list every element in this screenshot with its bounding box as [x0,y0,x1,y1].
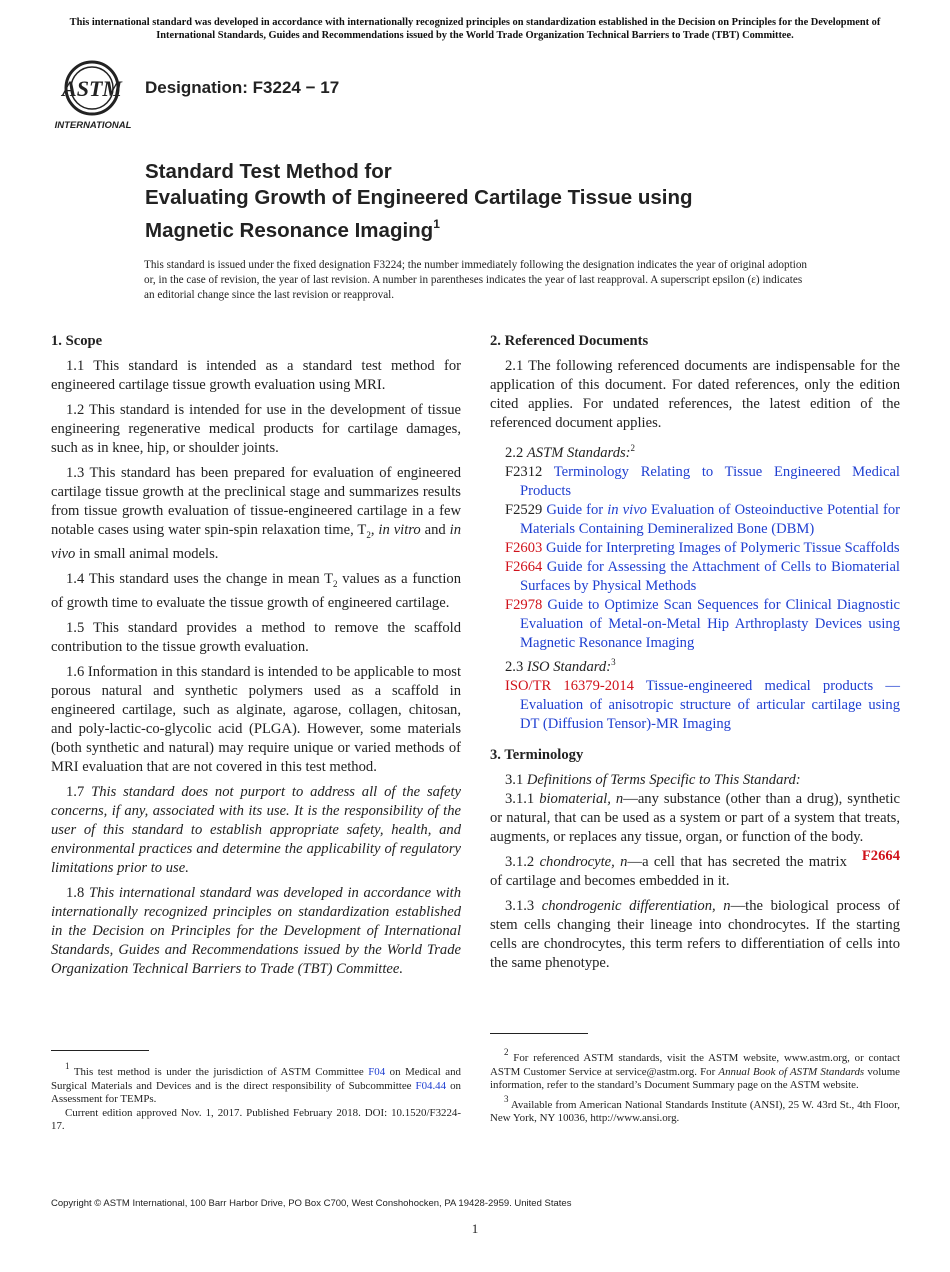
scope-1-7: 1.7 This standard does not purport to address all of the safety concerns, if any, associated with its use. It is the responsibility of the user of this standard to establish appropriate safety, health, and environmental practices and determine the applicability of regulatory limitations prior to use. [51,783,461,876]
iso-ref-item[interactable] [490,677,900,734]
left-footnotes [51,1050,461,1134]
logo-text: ASTM [62,76,122,101]
scope-1-5: 1.5 This standard provides a method to remove the scaffold contribution to the tissue growth evaluation. [51,619,461,655]
ref-code: F2664 [505,559,543,575]
footnote-rule [51,1050,149,1051]
footnote-1: $^1$ This test method is under the jurisdiction of ASTM Committee F04 on Medical and Surgical Materials and Devices and is the direct responsibility of Subcommittee F04.44 on Assessment for TEMPs. [51,1061,461,1105]
title-footnote-ref[interactable]: 1 [433,217,440,231]
ref-item[interactable] [490,501,900,539]
section-heading-referenced-documents: 2. Referenced Documents [490,333,649,349]
right-column [490,332,900,979]
ref-item[interactable] [490,596,900,653]
title-line-3: Magnetic Resonance Imaging$^1$ [145,217,440,242]
ref-item[interactable] [490,558,900,596]
title-line-2: Evaluating Growth of Engineered Cartilage Tissue using [145,186,693,209]
copyright-footer: Copyright © ASTM International, 100 Barr Harbor Drive, PO Box C700, West Conshohocken, PA 19428-2959. United States [51,1198,572,1209]
ref-title-link: Guide to Optimize Scan Sequences for Clinical Diagnostic Evaluation of Metal-on-Metal Hip Arthroplasty Devices using Magnetic Resonance Imaging [520,597,900,651]
iso-standard-label: 2.3 ISO Standard:$^3$ [505,657,616,675]
scope-1-1: 1.1 This standard is intended as a standard test method for engineered cartilage tissue growth evaluation using MRI. [51,358,461,393]
committee-f04-link[interactable]: F04 [368,1066,386,1078]
ref-item[interactable] [490,539,900,558]
astm-standards-label: 2.2 ASTM Standards:$^2$ [505,443,636,461]
term-3-1-1: 3.1.1 biomaterial, n—any substance (other than a drug), synthetic or natural, that can be used as a system or part of a system that treats, augments, or replaces any tissue, organ, or function of the body. F2664 [490,791,900,864]
footnote-3: $^3$ Available from American National Standards Institute (ANSI), 25 W. 43rd St., 4th Floor, New York, NY 10036, http://www.ansi.org. [490,1093,900,1124]
left-column [51,332,461,985]
ref-title-link: Guide for Assessing the Attachment of Cells to Biomaterial Surfaces by Physical Methods [520,559,900,594]
ref-code: F2978 [505,597,543,613]
scope-1-3: 1.3 This standard has been prepared for evaluation of engineered cartilage tissue growth at the preclinical stage and summarizes results from tissue growth evaluation of tissue-engineered cartilage in a few notable cases using water spin-spin relaxation time, $T_2$, in vitro and in vivo in small animal models. [51,465,461,562]
section-heading-terminology: 3. Terminology [490,747,584,763]
term-3-1-3: 3.1.3 chondrogenic differentiation, n—the biological process of stem cells changing their lineage into chondrocytes. If the starting cells are chondrocytes, this term refers to differentiation of cells into the same phenotype. [490,898,901,971]
ref-title-link: Guide for in vivo Evaluation of Osteoinductive Potential for Materials Containing Demineralized Bone (DBM) [520,502,901,537]
ref-title-link: Guide for Interpreting Images of Polymeric Tissue Scaffolds [545,540,900,556]
designation: Designation: F3224 − 17 [145,78,340,97]
term-3-1-2: 3.1.2 chondrocyte, n—a cell that has secreted the matrix of cartilage and becomes embedded in it. [490,854,847,889]
scope-1-6: 1.6 Information in this standard is intended to be applicable to most porous natural and synthetic polymers used as a scaffold in engineered cartilage, such as alginate, agarose, collagen, chitosan, and poly-lactic-co-glycolic acid (PLGA). However, some materials (both synthetic and natural) may require unique or varied methods of MRI evaluation that are not covered in this test method. [51,663,461,775]
ref-code: F2312 [505,464,543,480]
term-3-1: 3.1 Definitions of Terms Specific to This Standard: [505,772,801,788]
ref-title-link: Terminology Relating to Tissue Engineered Medical Products [520,464,900,499]
right-footnotes [490,1033,900,1126]
iso-ref-code: ISO/TR 16379-2014 [505,678,634,694]
refs-2-1: 2.1 The following referenced documents are indispensable for the application of this document. For dated references, only the edition cited applies. For undated references, the latest edition of the referenced document applies. [490,358,900,431]
intro-paragraph: This standard is issued under the fixed designation F3224; the number immediately following the designation indicates the year of original adoption or, in the case of revision, the year of last revision. A number in parentheses indicates the year of last reapproval. A superscript epsilon (ε) indicates an editorial change since the last revision or reapproval. [144,259,808,301]
ref-code: F2529 [505,502,543,518]
scope-1-8: 1.8 This international standard was developed in accordance with internationally recognized principles on standardization established in the Decision on Principles for the Development of International Standards, Guides and Recommendations issued by the World Trade Organization Technical Barriers to Trade (TBT) Committee. [51,884,462,977]
subcommittee-f04-44-link[interactable]: F04.44 [415,1079,447,1092]
page-number: 1 [471,1221,479,1236]
footnote-1-edition: Current edition approved Nov. 1, 2017. Published February 2018. DOI: 10.1520/F3224-17. [51,1106,461,1132]
wto-notice: This international standard was developed in accordance with internationally recognized principles on standardization established in the Decision on Principles for the Development of International Standards, Guides and Recommendations issued by the World Trade Organization Technical Barriers to Trade (TBT) Committee. [69,17,881,41]
document-title [145,159,865,244]
section-heading-scope: 1. Scope [51,333,103,349]
footnote-rule [490,1033,588,1034]
ref-code: F2603 [505,540,543,556]
iso-ref-title-link: Tissue-engineered medical products — Evaluation of anisotropic structure of articular cartilage using DT (Diffusion Tensor)-MR Imaging [520,678,900,732]
footnote-2: $^2$ For referenced ASTM standards, visit the ASTM website, www.astm.org, or contact ASTM Customer Service at service@astm.org. For Annual Book of ASTM Standards volume information, refer to the standard’s Document Summary page on the ASTM website. [490,1047,900,1091]
term-source-tag[interactable]: F2664 [861,848,900,864]
astm-logo [54,57,134,131]
scope-1-2: 1.2 This standard is intended for use in the development of tissue engineering regenerative medical products for cartilage damages, such as in knee, hip, or shoulder joints. [51,402,461,456]
scope-1-4: 1.4 This standard uses the change in mean $T_2$ values as a function of growth time to evaluate the tissue growth of engineered cartilage. [51,570,461,611]
ref-item[interactable] [490,463,900,501]
logo-subtext: INTERNATIONAL [54,120,132,131]
title-line-1: Standard Test Method for [145,160,392,183]
